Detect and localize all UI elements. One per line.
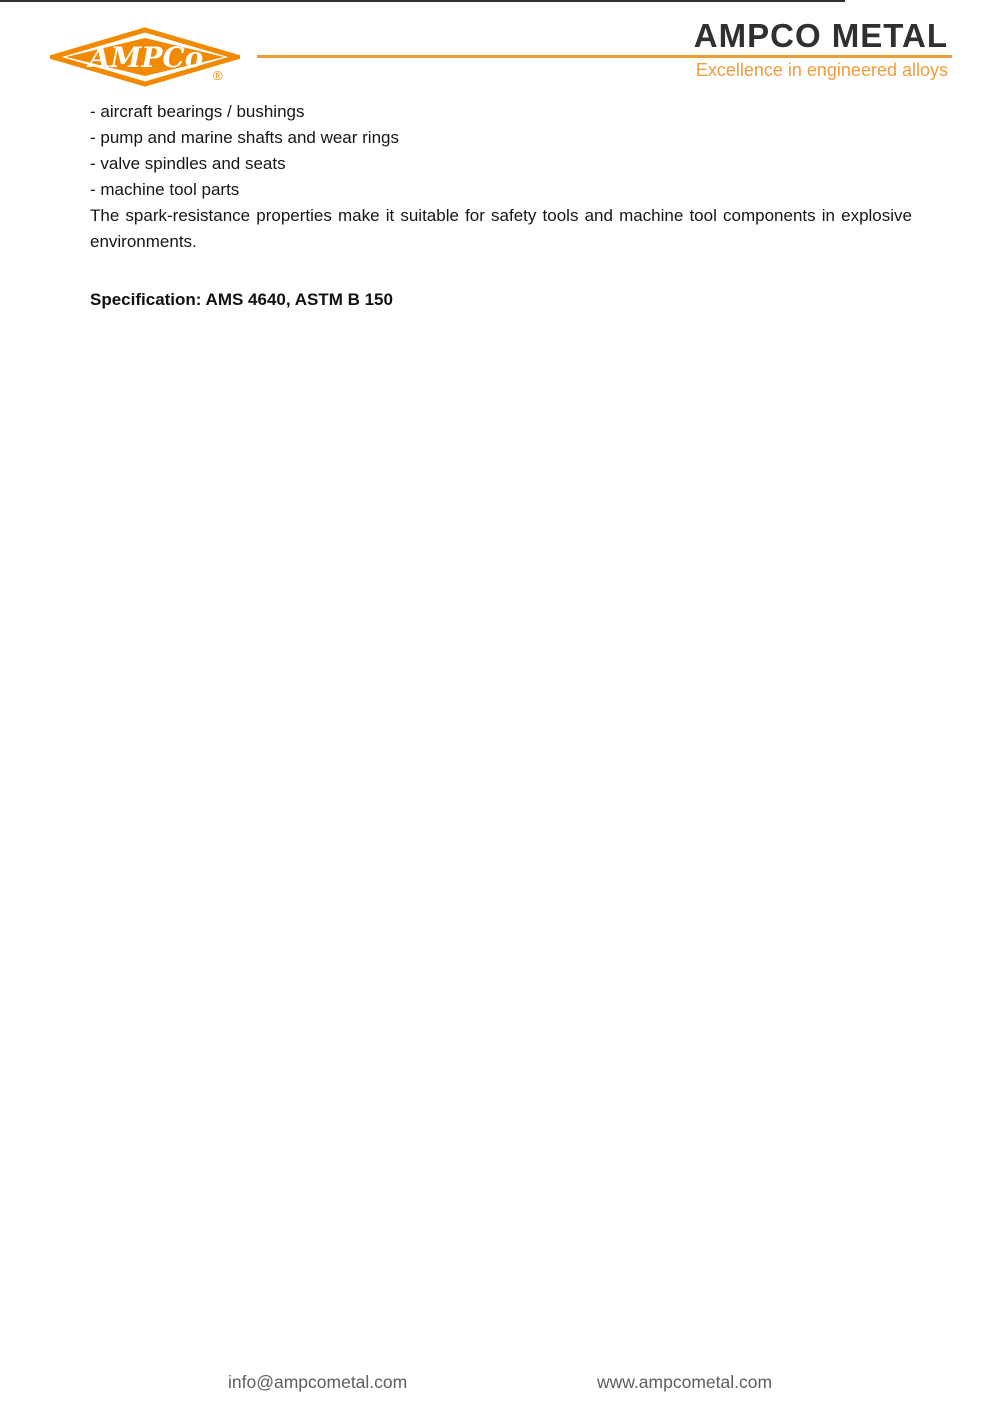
ampco-diamond-logo-icon: [50, 27, 240, 87]
specification-line: Specification: AMS 4640, ASTM B 150: [90, 290, 393, 309]
spark-resistance-paragraph-line-2: environments.: [90, 232, 197, 251]
document-body: [90, 99, 912, 313]
application-item: - pump and marine shafts and wear rings: [90, 128, 399, 147]
header-orange-rule: [257, 55, 952, 58]
logo-text: AMPCo: [88, 41, 204, 74]
footer-email: info@ampcometal.com: [228, 1372, 408, 1392]
application-item: - aircraft bearings / bushings: [90, 102, 305, 121]
brand-title: AMPCO METAL: [693, 17, 948, 54]
footer-website: www.ampcometal.com: [597, 1372, 773, 1392]
spark-resistance-paragraph-line-1: The spark-resistance properties make it suitable for safety tools and machine tool components in explosive: [90, 206, 912, 225]
application-item: - machine tool parts: [90, 180, 240, 199]
brand-tagline: Excellence in engineered alloys: [695, 60, 948, 80]
registered-mark: ®: [213, 68, 223, 83]
application-item: - valve spindles and seats: [90, 154, 286, 173]
ampco-logo: [50, 27, 240, 87]
scan-artifact-line: [0, 0, 845, 2]
